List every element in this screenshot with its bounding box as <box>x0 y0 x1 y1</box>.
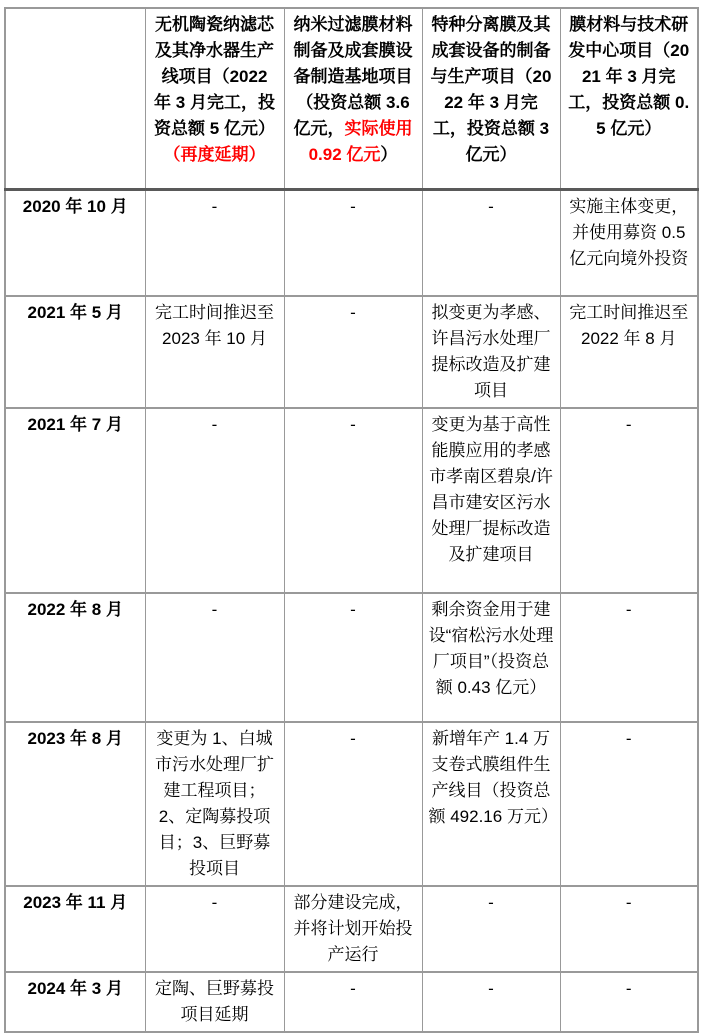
table-row <box>5 593 698 722</box>
column-header-separation-membrane-project: 特种分离膜及其成套设备的制备与生产项目（2022 年 3 月完工，投资总额 3 亿元） <box>422 8 560 189</box>
table-cell: 变更为 1、白城市污水处理厂扩建工程项目；2、定陶募投项目；3、巨野募投项目 <box>145 722 284 886</box>
table-row <box>5 296 698 408</box>
header-red-note: 实际使用 0.92 亿元 <box>308 119 413 164</box>
column-header-rd-center-project: 膜材料与技术研发中心项目（2021 年 3 月完工，投资总额 0.5 亿元） <box>560 8 698 189</box>
row-date: 2020 年 10 月 <box>5 189 145 296</box>
table-cell: 完工时间推迟至 2022 年 8 月 <box>560 296 698 408</box>
table-cell: 部分建设完成，并将计划开始投产运行 <box>284 886 422 972</box>
table-cell: - <box>145 408 284 593</box>
table-cell: - <box>560 408 698 593</box>
row-date: 2022 年 8 月 <box>5 593 145 722</box>
table-cell: - <box>145 189 284 296</box>
table-cell: 新增年产 1.4 万支卷式膜组件生产线目（投资总额 492.16 万元） <box>422 722 560 886</box>
table-cell: - <box>284 296 422 408</box>
table-cell: 实施主体变更，并使用募资 0.5 亿元向境外投资 <box>560 189 698 296</box>
table-cell: - <box>560 886 698 972</box>
table-row <box>5 722 698 886</box>
header-corner-cell <box>5 8 145 189</box>
table-cell: - <box>422 886 560 972</box>
table-cell: 拟变更为孝感、许昌污水处理厂提标改造及扩建项目 <box>422 296 560 408</box>
table-cell: - <box>422 972 560 1032</box>
table-cell: - <box>284 972 422 1032</box>
header-red-note: （再度延期） <box>163 145 266 164</box>
table-row <box>5 408 698 593</box>
table-cell: - <box>284 722 422 886</box>
table-row <box>5 189 698 296</box>
table-cell: 剩余资金用于建设“宿松污水处理厂项目”（投资总额 0.43 亿元） <box>422 593 560 722</box>
table-row <box>5 972 698 1032</box>
row-date: 2023 年 8 月 <box>5 722 145 886</box>
table-cell: - <box>284 189 422 296</box>
table-header-row <box>5 8 698 189</box>
row-date: 2021 年 5 月 <box>5 296 145 408</box>
table-cell: 定陶、巨野募投项目延期 <box>145 972 284 1032</box>
table-cell: - <box>145 593 284 722</box>
project-change-table <box>4 7 699 1033</box>
table-cell: - <box>560 722 698 886</box>
table-cell: - <box>422 189 560 296</box>
table-row <box>5 886 698 972</box>
row-date: 2023 年 11 月 <box>5 886 145 972</box>
table-cell: - <box>284 408 422 593</box>
table-cell: - <box>284 593 422 722</box>
row-date: 2024 年 3 月 <box>5 972 145 1032</box>
column-header-ceramic-filter-project <box>145 8 284 189</box>
table-cell: 变更为基于高性能膜应用的孝感市孝南区碧泉/许昌市建安区污水处理厂提标改造及扩建项目 <box>422 408 560 593</box>
header-text-tail: ） <box>380 145 398 164</box>
header-text: 无机陶瓷纳滤芯及其净水器生产线项目（2022 年 3 月完工，投资总额 5 亿元） <box>154 15 275 138</box>
column-header-nano-membrane-project <box>284 8 422 189</box>
table-cell: 完工时间推迟至 2023 年 10 月 <box>145 296 284 408</box>
header-text: 纳米过滤膜材料制备及成套膜设备制造基地项目（投资总额 3.6 亿元， <box>293 15 413 138</box>
row-date: 2021 年 7 月 <box>5 408 145 593</box>
table-cell: - <box>560 972 698 1032</box>
table-cell: - <box>145 886 284 972</box>
table-cell: - <box>560 593 698 722</box>
